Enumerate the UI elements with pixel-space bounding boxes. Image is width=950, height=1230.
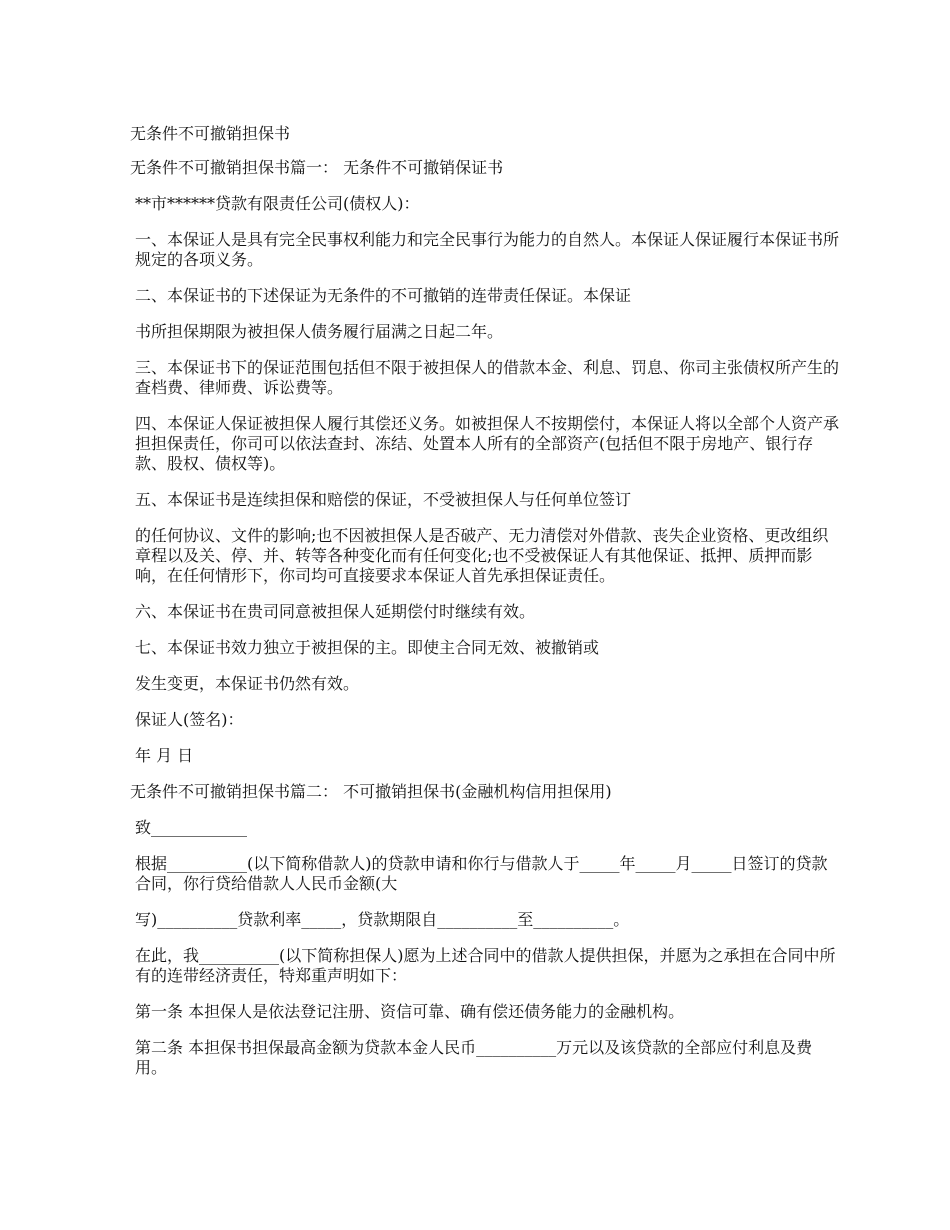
- clause-7-part-a: 七、本保证书效力独立于被担保的主。即使主合同无效、被撤销或: [135, 638, 600, 657]
- signature-line: 保证人(签名)：: [135, 710, 244, 729]
- loan-basis: 根据__________(以下简称借款人)的贷款申请和你行与借款人于_____年_____月_____日签订的贷款合同，你行贷给借款人人民币金额(大: [135, 854, 828, 893]
- clause-5-part-a: 五、本保证书是连续担保和赔偿的保证，不受被担保人与任何单位签订: [135, 490, 632, 509]
- clause-1: 一、本保证人是具有完全民事权利能力和完全民事行为能力的自然人。本保证人保证履行本保证书所规定的各项义务。: [135, 230, 840, 269]
- section-heading-1: 无条件不可撤销担保书篇一： 无条件不可撤销保证书: [130, 158, 504, 177]
- article-1: 第一条 本担保人是依法登记注册、资信可靠、确有偿还债务能力的金融机构。: [135, 1002, 685, 1021]
- guarantor-statement: 在此，我__________(以下简称担保人)愿为上述合同中的借款人提供担保，并愿为之承担在合同中所有的连带经济责任，特郑重声明如下：: [135, 946, 836, 985]
- article-2: 第二条 本担保书担保最高金额为贷款本金人民币__________万元以及该贷款的全部应付利息及费用。: [135, 1038, 813, 1077]
- clause-5-part-b: 的任何协议、文件的影响;也不因被担保人是否破产、无力清偿对外借款、丧失企业资格、更改组织章程以及关、停、并、转等各种变化而有任何变化;也不受被保证人有其他保证、抵押、质押而影响，在任何情形下，你司均可直接要求本保证人首先承担保证责任。: [135, 526, 829, 585]
- date-line: 年 月 日: [135, 746, 194, 765]
- clause-2-part-b: 书所担保期限为被担保人债务履行届满之日起二年。: [135, 322, 504, 341]
- clause-4: 四、本保证人保证被担保人履行其偿还义务。如被担保人不按期偿付，本保证人将以全部个人资产承担担保责任，你司可以依法查封、冻结、处置本人所有的全部资产(包括但不限于房地产、银行存款、股权、债权等)。: [135, 414, 840, 473]
- recipient-line: 致____________: [135, 818, 248, 837]
- clause-7-part-b: 发生变更，本保证书仍然有效。: [135, 674, 360, 693]
- clause-2-part-a: 二、本保证书的下述保证为无条件的不可撤销的连带责任保证。本保证: [135, 286, 632, 305]
- document-page: [115, 124, 840, 1094]
- clause-6: 六、本保证书在贵司同意被担保人延期偿付时继续有效。: [135, 602, 536, 621]
- clause-3: 三、本保证书下的保证范围包括但不限于被担保人的借款本金、利息、罚息、你司主张债权所产生的查档费、律师费、诉讼费等。: [135, 358, 840, 397]
- document-title: 无条件不可撤销担保书: [130, 124, 291, 143]
- addressee: **市******贷款有限责任公司(债权人)：: [135, 194, 420, 213]
- section-heading-2: 无条件不可撤销担保书篇二： 不可撤销担保书(金融机构信用担保用): [130, 782, 612, 801]
- loan-terms: 写)__________贷款利率_____，贷款期限自__________至__________。: [135, 910, 630, 929]
